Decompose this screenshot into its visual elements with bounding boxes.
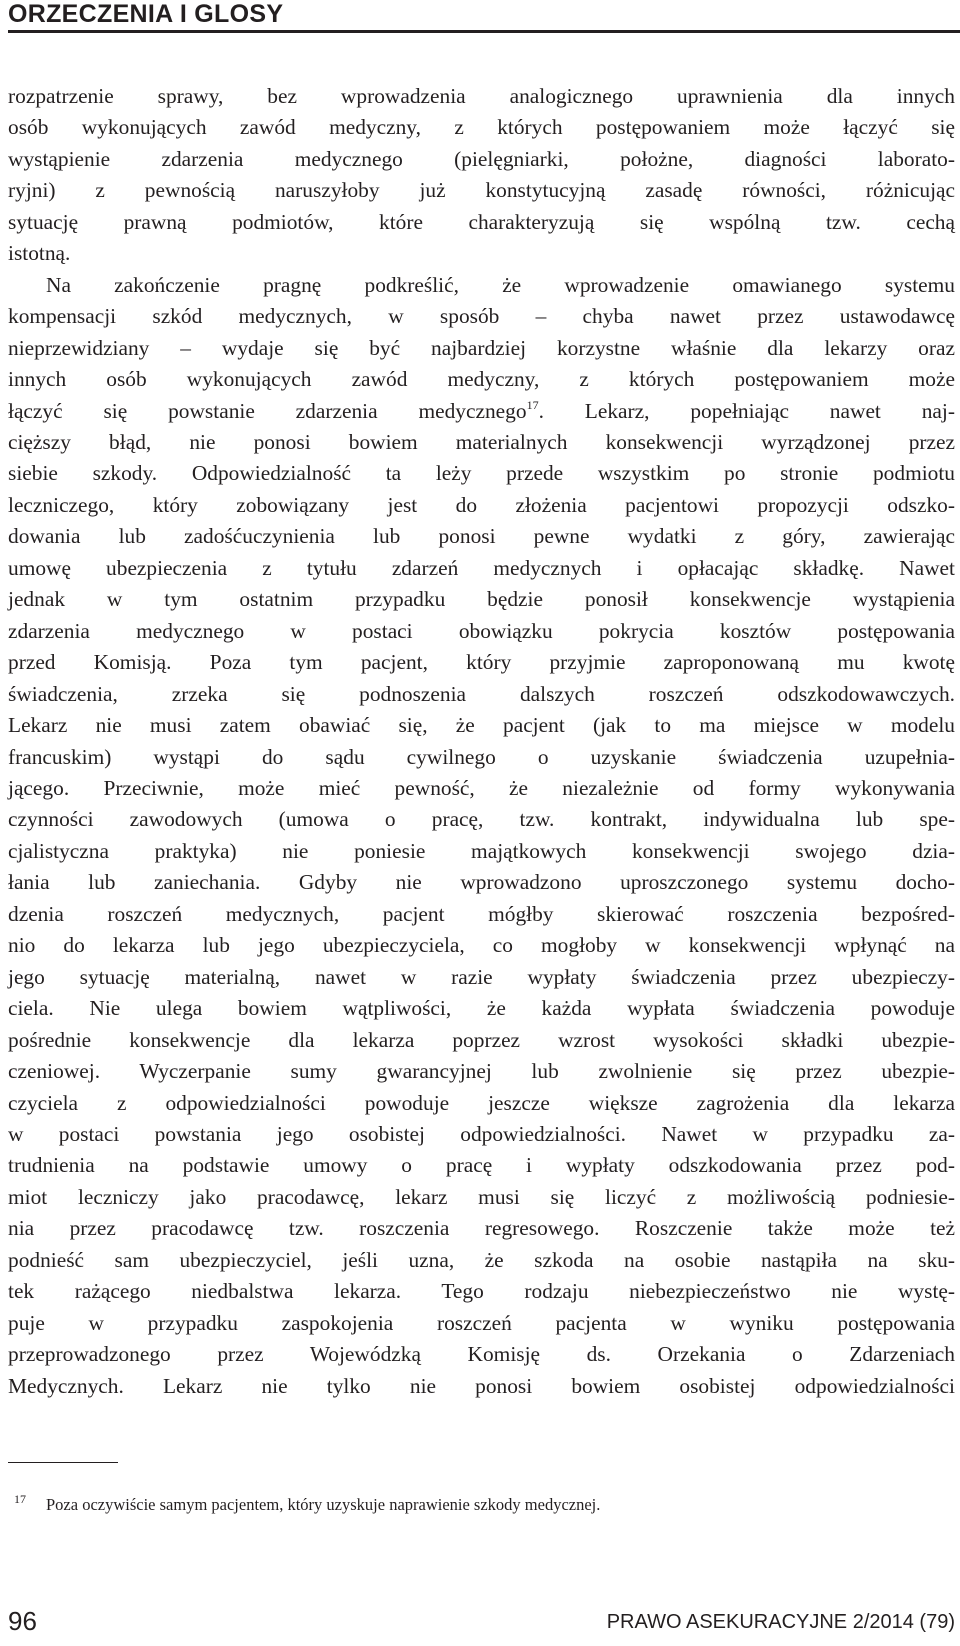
- text-line: tek rażącego niedbalstwa lekarza. Tego rodzaju niebezpieczeństwo nie wystę-: [8, 1279, 955, 1304]
- section-title: ORZECZENIA I GLOSY: [8, 0, 284, 28]
- text-line: Na zakończenie pragnę podkreślić, że wprowadzenie omawianego systemu: [46, 272, 955, 297]
- text-line: puje w przypadku zaspokojenia roszczeń pacjenta w wyniku postępowania: [8, 1310, 955, 1335]
- text-line: cięższy błąd, nie ponosi bowiem materialnych konsekwencji wyrządzonej przez: [8, 429, 955, 454]
- text-line: czyciela z odpowiedzialności powoduje jeszcze większe zagrożenia dla lekarza: [8, 1090, 955, 1115]
- text-line: istotną.: [8, 241, 71, 266]
- text-line: nieprzewidziany – wydaje się być najbardziej korzystne właśnie dla lekarzy oraz: [8, 335, 955, 360]
- footnote-reference[interactable]: 17: [526, 397, 539, 412]
- text-line: pośrednie konsekwencje dla lekarza poprzez wzrost wysokości składki ubezpie-: [8, 1027, 955, 1052]
- text-line: cjalistyczna praktyka) nie poniesie majątkowych konsekwencji swojego dzia-: [8, 838, 955, 863]
- text-line: innych osób wykonujących zawód medyczny, z których postępowaniem może: [8, 367, 955, 392]
- text-line: przed Komisją. Poza tym pacjent, który przyjmie zaproponowaną mu kwotę: [8, 650, 955, 675]
- text-line: jego sytuację materialną, nawet w razie wypłaty świadczenia przez ubezpieczy-: [8, 964, 955, 989]
- text-line: ciela. Nie ulega bowiem wątpliwości, że każda wypłata świadczenia powoduje: [8, 996, 955, 1021]
- page-header: [8, 0, 960, 34]
- footnote-text: Poza oczywiście samym pacjentem, który uzyskuje naprawienie szkody medycznej.: [46, 1495, 601, 1514]
- text-line: miot leczniczy jako pracodawcę, lekarz musi się liczyć z możliwością podniesie-: [8, 1184, 955, 1209]
- text-line: nio do lekarza lub jego ubezpieczyciela, co mogłoby w konsekwencji wpłynąć na: [8, 933, 955, 958]
- text-line: sytuację prawną podmiotów, które charakteryzują się wspólną tzw. cechą: [8, 209, 955, 234]
- text-segment: . Lekarz, popełniając nawet naj-: [538, 398, 955, 423]
- text-line: Medycznych. Lekarz nie tylko nie ponosi bowiem osobistej odpowiedzialności: [8, 1373, 955, 1398]
- text-line: rozpatrzenie sprawy, bez wprowadzenia analogicznego uprawnienia dla innych: [8, 84, 955, 108]
- text-line: ryjni) z pewnością naruszyłoby już konstytucyjną zasadę równości, różnicując: [8, 178, 955, 203]
- text-line: przeprowadzonego przez Wojewódzką Komisję ds. Orzekania o Zdarzeniach: [8, 1342, 955, 1367]
- page-number: 96: [8, 1606, 37, 1636]
- text-line: Lekarz nie musi zatem obawiać się, że pacjent (jak to ma miejsce w modelu: [8, 713, 955, 738]
- text-line: łania lub zaniechania. Gdyby nie wprowadzono uproszczonego systemu docho-: [8, 870, 955, 895]
- text-line: osób wykonujących zawód medyczny, z których postępowaniem może łączyć się: [8, 115, 955, 140]
- text-segment: łączyć się powstanie zdarzenia medycznego: [8, 398, 527, 423]
- text-line: jącego. Przeciwnie, może mieć pewność, że niezależnie od formy wykonywania: [8, 775, 955, 800]
- text-line: leczniczego, który zobowiązany jest do złożenia pacjentowi propozycji odszko-: [8, 492, 955, 517]
- text-line: trudnienia na podstawie umowy o pracę i wypłaty odszkodowania przez pod-: [8, 1153, 955, 1178]
- text-line: świadczenia, zrzeka się podnoszenia dalszych roszczeń odszkodowawczych.: [8, 681, 955, 706]
- text-line: francuskim) wystąpi do sądu cywilnego o uzyskanie świadczenia uzupełnia-: [8, 744, 955, 769]
- text-line: podnieść sam ubezpieczyciel, jeśli uzna, że szkoda na osobie nastąpiła na sku-: [8, 1247, 955, 1272]
- text-line: kompensacji szkód medycznych, w sposób – chyba nawet przez ustawodawcę: [8, 304, 955, 329]
- text-line: nia przez pracodawcę tzw. roszczenia regresowego. Roszczenie także może też: [8, 1216, 955, 1241]
- text-line: siebie szkody. Odpowiedzialność ta leży przede wszystkim po stronie podmiotu: [8, 461, 955, 486]
- text-line: w postaci powstania jego osobistej odpowiedzialności. Nawet w przypadku za-: [8, 1121, 955, 1146]
- text-line: dzenia roszczeń medycznych, pacjent mógłby skierować roszczenia bezpośred-: [8, 901, 955, 926]
- text-line: jednak w tym ostatnim przypadku będzie ponosił konsekwencje wystąpienia: [8, 587, 955, 612]
- footnote: 17 Poza oczywiście samym pacjentem, który uzyskuje naprawienie szkody medycznej.: [14, 1492, 601, 1514]
- page-footer: [8, 1604, 955, 1638]
- footnote-rule: [8, 1462, 118, 1463]
- journal-name: PRAWO ASEKURACYJNE 2/2014 (79): [606, 1611, 955, 1633]
- text-line: czeniowej. Wyczerpanie sumy gwarancyjnej lub zwolnienie się przez ubezpie-: [8, 1059, 955, 1084]
- article-body: [8, 81, 955, 1402]
- text-line: umowę ubezpieczenia z tytułu zdarzeń medycznych i opłacając składkę. Nawet: [8, 555, 955, 580]
- text-line: wystąpienie zdarzenia medycznego (pielęgniarki, położne, diagności laborato-: [8, 146, 955, 171]
- text-line: dowania lub zadośćuczynienia lub ponosi pewne wydatki z góry, zawierając: [8, 524, 955, 549]
- text-line: czynności zawodowych (umowa o pracę, tzw. kontrakt, indywidualna lub spe-: [8, 807, 955, 832]
- header-rule: [8, 30, 960, 33]
- text-line: zdarzenia medycznego w postaci obowiązku pokrycia kosztów postępowania: [8, 618, 955, 643]
- text-line-with-footnote-ref: [8, 396, 955, 427]
